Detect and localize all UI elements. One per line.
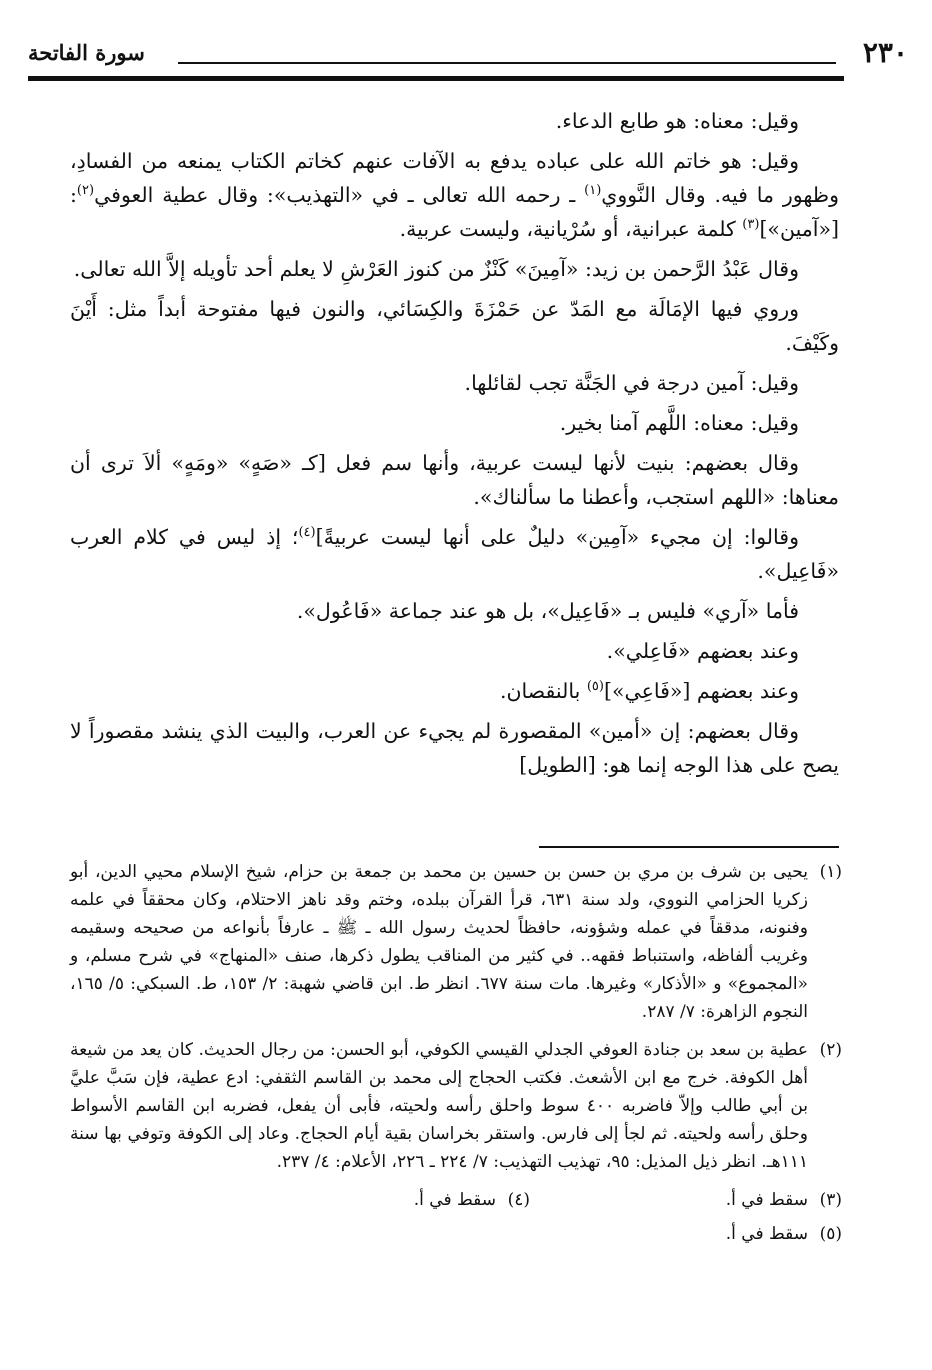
header-thin-rule	[178, 62, 836, 64]
page-number: ٢٣٠	[862, 36, 908, 69]
footnote-1	[70, 858, 842, 1026]
main-text	[70, 104, 839, 788]
paragraph: وقال بعضهم: بنيت لأنها ليست عربية، وأنها سم فعل [كـ «صَهٍ» «ومَهٍ» ألاَ ترى أن معناها: «اللهم استجب، وأعطنا ما سألناك».	[70, 451, 839, 509]
footnote-number: (٤)	[507, 1190, 530, 1210]
paragraph: فأما «آري» فليس بـ «فَاعِيل»، بل هو عند جماعة «فَاعُول».	[296, 599, 799, 623]
footnote-text: يحيى بن شرف بن مري بن حسن بن حسين بن محمد بن جمعة بن حزام، شيخ الإسلام محيي الدين، أبو زكريا الحزامي النووي، ولد سنة ٦٣١، قرأ القرآن ببلده، وختم وقد ناهز الاحتلام، وكان محققاً في علمه وفنونه، مدققاً في عمله وشؤونه، حافظاً لحديث رسول الله ـ ﷺ ـ عارفاً بأنواعه من صحيحه وسقيمه وغريب ألفاظه، واستنباط فقهه.. في كثير من المناقب يطول ذكرها، صنف «المنهاج» في شرح مسلم، و «المجموع» و «الأذكار» وغيرها. مات سنة ٦٧٧. انظر ط. ابن قاضي شهبة: ٢/ ١٥٣، ط. السبكي: ٥/ ١٦٥، النجوم الزاهرة: ٧/ ٢٨٧.	[70, 862, 808, 1022]
footnote-number: (١)	[819, 862, 842, 882]
page-header	[28, 36, 908, 76]
footnote-text: سقط في أ.	[725, 1190, 808, 1210]
footnote-text: عطية بن سعد بن جنادة العوفي الجدلي القيسي الكوفي، أبو الحسن: من رجال الحديث. كان يعد من شيعة أهل الكوفة. خرج مع ابن الأشعث. فكتب الحجاج إلى محمد بن القاسم الثقفي: ادع عطية، فإن سَبَّ عليَّ بن أبي طالب وإلاّ فاضربه ٤٠٠ سوط واحلق رأسه ولحيته، فأبى أن يفعل، فضربه ابن القاسم الأسواط وحلق رأسه ولحيته. ثم لجأ إلى فارس. واستقر بخراسان بقية أيام الحجاج. وعاد إلى الكوفة وتوفي بها سنة ١١١هـ. انظر ذيل المذيل: ٩٥، تهذيب التهذيب: ٧/ ٢٢٤ ـ ٢٢٦، الأعلام: ٤/ ٢٣٧.	[70, 1040, 808, 1172]
footnote-text: سقط في أ.	[413, 1190, 496, 1210]
paragraph: وعند بعضهم «فَاعِلي».	[606, 639, 799, 663]
paragraph: وقيل: معناه: هو طابع الدعاء.	[555, 109, 799, 133]
paragraph: وقيل: هو خاتم الله على عباده يدفع به الآفات عنهم كخاتم الكتاب يمنعه من الفسادِ، وظهور ما فيه. وقال النَّووي$^{(١)}$ ـ رحمه الله تعالى ـ في «التهذيب»: وقال عطية العوفي$^{(٢)}$: [«آمين»]$^{(٣)}$ كلمة عبرانية، أو سُرْيانية، وليست عربية.	[70, 149, 839, 241]
footnote-5	[530, 1220, 842, 1248]
footnote-number: (٥)	[819, 1224, 842, 1244]
paragraph: وعند بعضهم [«فَاعِي»]$^{(٥)}$ بالنقصان.	[499, 679, 799, 703]
footnote-text: سقط في أ.	[725, 1224, 808, 1244]
paragraph: وقالوا: إن مجيء «آمِين» دليلٌ على أنها ليست عربيةً]$^{(٤)}$؛ إذ ليس في كلام العرب «فَاعِيل».	[70, 525, 839, 583]
paragraph: وقال عَبْدُ الرَّحمن بن زيد: «آمِينَ» كَنْزٌ من كنوز العَرْشِ لا يعلم أحد تأويله إلاَّ الله تعالى.	[73, 257, 799, 281]
footnote-ref: (٢)	[76, 183, 95, 199]
footnotes	[70, 858, 842, 1254]
footnote-ref: (٣)	[742, 217, 760, 233]
footnote-2	[70, 1036, 842, 1176]
header-rule	[28, 76, 844, 81]
paragraph: وقيل: معناه: اللَّهم آمنا بخير.	[559, 411, 799, 435]
footnote-ref: (٥)	[586, 679, 604, 695]
paragraph: وقيل: آمين درجة في الجَنَّة تجب لقائلها.	[464, 371, 799, 395]
footnote-ref: (٤)	[298, 525, 316, 541]
paragraph: وروي فيها الإمَالَة مع المَدّ عن حَمْزَةَ والكِسَائي، والنون فيها مفتوحة أبداً مثل: أَيْنَ وكَيْفَ.	[70, 297, 839, 355]
footnote-row	[70, 1186, 842, 1214]
paragraph: وقال بعضهم: إن «أمين» المقصورة لم يجيء عن العرب، والبيت الذي ينشد مقصوراً لا يصح على هذا الوجه إنما هو: [الطويل]	[70, 719, 839, 777]
surah-title: سورة الفاتحة	[28, 40, 145, 65]
footnote-ref: (١)	[584, 183, 602, 199]
footnote-number: (٢)	[819, 1040, 842, 1060]
footnote-row	[70, 1220, 842, 1248]
footnote-separator	[539, 846, 839, 848]
footnote-3	[530, 1186, 842, 1214]
footnote-4	[218, 1186, 530, 1214]
footnote-number: (٣)	[819, 1190, 842, 1210]
